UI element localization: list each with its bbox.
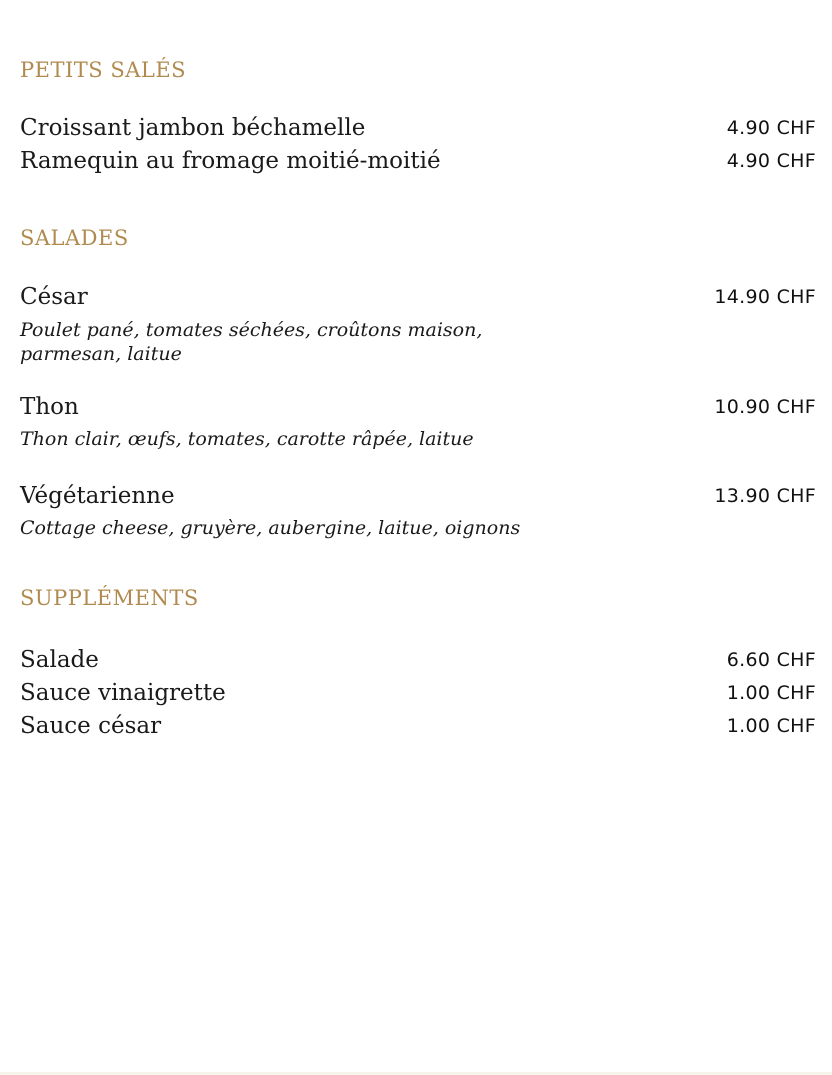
section-title-supplements: SUPPLÉMENTS bbox=[20, 586, 199, 610]
item-price: 13.90 CHF bbox=[714, 485, 816, 507]
item-price: 1.00 CHF bbox=[726, 682, 816, 704]
item-price: 1.00 CHF bbox=[726, 715, 816, 737]
item-name: Sauce césar bbox=[20, 713, 162, 739]
item-name: Thon bbox=[20, 394, 79, 420]
item-name: Ramequin au fromage moitié-moitié bbox=[20, 148, 441, 174]
item-name: Salade bbox=[20, 647, 99, 673]
menu-item bbox=[20, 146, 816, 176]
item-name: Croissant jambon béchamelle bbox=[20, 115, 366, 141]
item-price: 6.60 CHF bbox=[726, 649, 816, 671]
item-description: Thon clair, œufs, tomates, carotte râpée, laitue bbox=[20, 428, 474, 450]
section-title-salades: SALADES bbox=[20, 226, 129, 250]
item-description: Poulet pané, tomates séchées, croûtons maison, parmesan, laitue bbox=[20, 319, 483, 365]
menu-item bbox=[20, 392, 816, 422]
item-name: Végétarienne bbox=[20, 483, 175, 509]
item-price: 4.90 CHF bbox=[726, 150, 816, 172]
item-price: 14.90 CHF bbox=[714, 286, 816, 308]
menu-item bbox=[20, 282, 816, 312]
menu-item bbox=[20, 678, 816, 708]
item-name: Sauce vinaigrette bbox=[20, 680, 226, 706]
item-price: 10.90 CHF bbox=[714, 396, 816, 418]
menu-item bbox=[20, 645, 816, 675]
menu-item bbox=[20, 711, 816, 741]
section-title-petits-sales: PETITS SALÉS bbox=[20, 58, 187, 82]
item-name: César bbox=[20, 284, 88, 310]
item-price: 4.90 CHF bbox=[726, 117, 816, 139]
menu-item bbox=[20, 113, 816, 143]
item-description: Cottage cheese, gruyère, aubergine, laitue, oignons bbox=[20, 517, 521, 539]
menu-item bbox=[20, 481, 816, 511]
